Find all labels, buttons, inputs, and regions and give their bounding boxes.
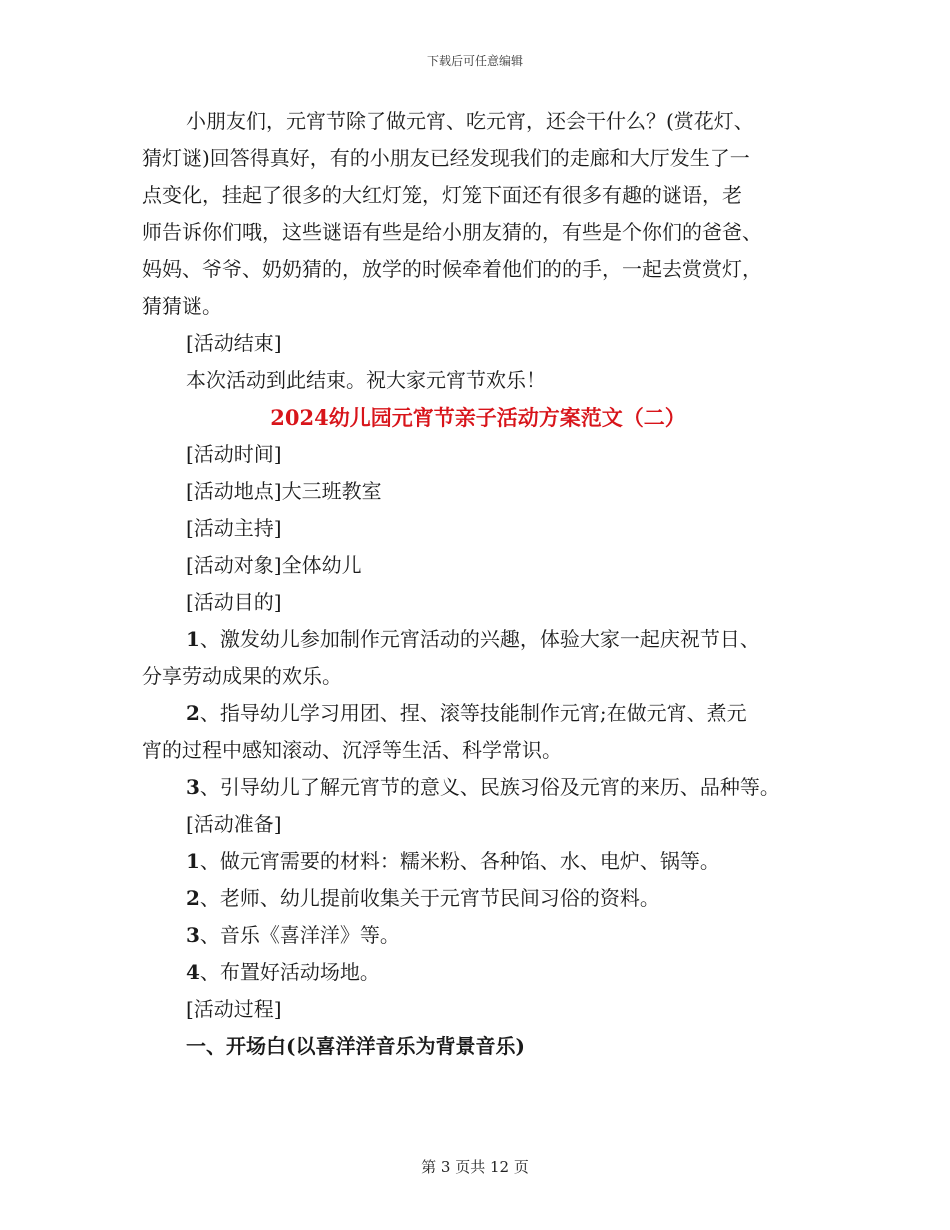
field-target: [活动对象]全体幼儿 [186, 553, 362, 577]
field-host: [活动主持] [186, 516, 282, 540]
item-number: 4 [186, 960, 200, 984]
end-text: 本次活动到此结束。祝大家元宵节欢乐！ [186, 368, 546, 392]
prep-label: [活动准备] [186, 812, 282, 836]
item-text: 、音乐《喜洋洋》等。 [199, 923, 400, 947]
item-text: 、老师、幼儿提前收集关于元宵节民间习俗的资料。 [199, 886, 660, 910]
prep-item [142, 917, 822, 954]
paragraph-line: 师告诉你们哦，这些谜语有些是给小朋友猜的，有些是个你们的爸爸、 [142, 220, 762, 244]
paragraph-line: 猜灯谜)回答得真好，有的小朋友已经发现我们的走廊和大厅发生了一 [142, 146, 750, 170]
prep-item [142, 954, 822, 991]
process-heading: 一、开场白(以喜洋洋音乐为背景音乐) [186, 1034, 525, 1058]
item-text: 、指导幼儿学习用团、捏、滚等技能制作元宵;在做元宵、煮元 [199, 701, 747, 725]
item-text: 、激发幼儿参加制作元宵活动的兴趣，体验大家一起庆祝节日、 [199, 627, 760, 651]
item-text: 、布置好活动场地。 [199, 960, 380, 984]
end-label: [活动结束] [186, 331, 282, 355]
paragraph-line: 猜猜谜。 [142, 294, 222, 318]
process-label: [活动过程] [186, 997, 282, 1021]
goal-item-continued: 分享劳动成果的欢乐。 [142, 664, 342, 688]
paragraph-line: 小朋友们，元宵节除了做元宵、吃元宵，还会干什么？(赏花灯、 [186, 109, 754, 133]
field-place: [活动地点]大三班教室 [186, 479, 382, 503]
prep-item [142, 880, 822, 917]
page-footer: 第 3 页共 12 页 [421, 1158, 529, 1176]
item-text: 、引导幼儿了解元宵节的意义、民族习俗及元宵的来历、品种等。 [199, 775, 780, 799]
document-body [142, 103, 822, 1065]
paragraph-line: 点变化，挂起了很多的大红灯笼，灯笼下面还有很多有趣的谜语，老 [142, 183, 742, 207]
item-number: 3 [186, 923, 200, 947]
item-number: 3 [186, 775, 200, 799]
page-header: 下载后可任意编辑 [426, 54, 523, 68]
item-number: 2 [186, 701, 200, 725]
field-goal: [活动目的] [186, 590, 282, 614]
goal-item [142, 621, 822, 658]
paragraph-line: 妈妈、爷爷、奶奶猜的，放学的时候牵着他们的的手，一起去赏赏灯， [142, 257, 762, 281]
item-number: 1 [186, 849, 200, 873]
item-number: 1 [186, 627, 200, 651]
prep-item [142, 843, 822, 880]
field-time: [活动时间] [186, 442, 282, 466]
item-text: 、做元宵需要的材料：糯米粉、各种馅、水、电炉、锅等。 [199, 849, 720, 873]
goal-item [142, 769, 822, 806]
item-number: 2 [186, 886, 200, 910]
section-title: 2024幼儿园元宵节亲子活动方案范文（二） [270, 405, 686, 430]
goal-item-continued: 宵的过程中感知滚动、沉浮等生活、科学常识。 [142, 738, 562, 762]
goal-item [142, 695, 822, 732]
